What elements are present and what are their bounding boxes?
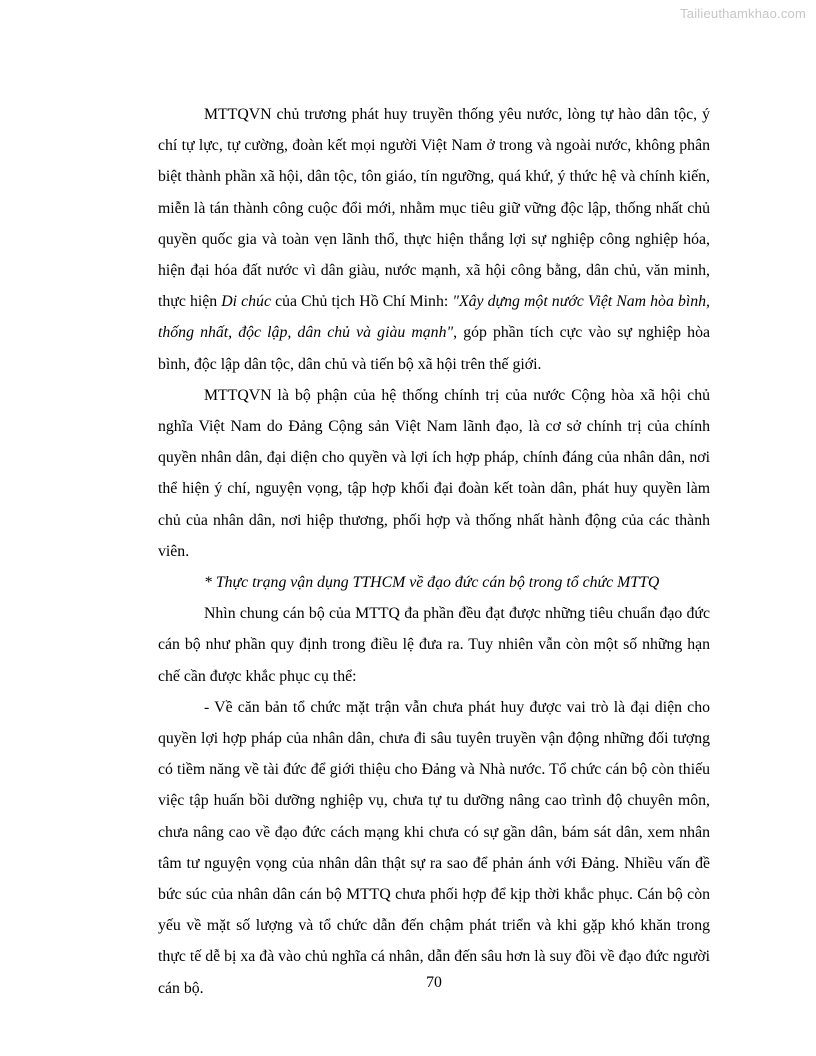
watermark: Tailieuthamkhao.com [680,6,806,21]
paragraph-1-text-a: MTTQVN chủ trương phát huy truyền thống yêu nước, lòng tự hào dân tộc, ý chí tự lực, tự cường, đoàn kết mọi người Việt Nam ở trong và ngoài nước, không phân biệt thành phần xã hội, dân tộc, tôn giáo, tín ngưỡng, quá khứ, ý thức hệ và chính kiến, miễn là tán thành công cuộc đổi mới, nhằm mục tiêu giữ vững độc lập, thống nhất chủ quyền quốc gia và toàn vẹn lãnh thổ, thực hiện thắng lợi sự nghiệp công nghiệp hóa, hiện đại hóa đất nước vì dân giàu, nước mạnh, xã hội công bằng, dân chủ, văn minh, thực hiện [158,106,710,311]
paragraph-3: Nhìn chung cán bộ của MTTQ đa phần đều đạt được những tiêu chuẩn đạo đức cán bộ như phần quy định trong điều lệ đưa ra. Tuy nhiên vẫn còn một số những hạn chế cần được khắc phục cụ thể: [158,605,710,685]
paragraph-1-text-e: , góp phần tích cực vào sự nghiệp hòa bình, độc lập dân tộc, dân chủ và tiến bộ xã hội trên thế giới. [158,324,710,373]
page-number: 70 [426,974,442,991]
paragraph-1 [158,99,710,380]
section-heading: * Thực trạng vận dụng TTHCM về đạo đức cán bộ trong tổ chức MTTQ [204,574,660,592]
paragraph-4: - Về căn bản tổ chức mặt trận vẫn chưa phát huy được vai trò là đại diện cho quyền lợi hợp pháp của nhân dân, chưa đi sâu tuyên truyền vận động những đối tượng có tiềm năng về tài đức để giới thiệu cho Đảng và Nhà nước. Tổ chức cán bộ còn thiếu việc tập huấn bồi dưỡng nghiệp vụ, chưa tự tu dưỡng nâng cao trình độ chuyên môn, chưa nâng cao về đạo đức cách mạng khi chưa có sự gần dân, bám sát dân, xem nhân tâm tư nguyện vọng của nhân dân thật sự ra sao để phản ánh với Đảng. Nhiều vấn đề bức súc của nhân dân cán bộ MTTQ chưa phối hợp để kịp thời khắc phục. Cán bộ còn yếu về mặt số lượng và tổ chức dẫn đến chậm phát triển và khi gặp khó khăn trong thực tế dễ bị xa đà vào chủ nghĩa cá nhân, dẫn đến sâu hơn là suy đồi về đạo đức người cán bộ. [158,698,710,997]
paragraph-2: MTTQVN là bộ phận của hệ thống chính trị của nước Cộng hòa xã hội chủ nghĩa Việt Nam do Đảng Cộng sản Việt Nam lãnh đạo, là cơ sở chính trị của chính quyền nhân dân, đại diện cho quyền và lợi ích hợp pháp, chính đáng của nhân dân, nơi thể hiện ý chí, nguyện vọng, tập hợp khối đại đoàn kết toàn dân, phát huy quyền làm chủ của nhân dân, nơi hiệp thương, phối hợp và thống nhất hành động của các thành viên. [158,386,710,560]
paragraph-1-italic-di-chuc: Di chúc [221,293,271,311]
paragraph-1-italic-quote: "Xây dựng một nước Việt Nam hòa bình, thống nhất, độc lập, dân chủ và giàu mạnh" [158,293,710,342]
page-body [158,99,710,1004]
paragraph-1-text-c: của Chủ tịch Hồ Chí Minh: [270,293,453,311]
